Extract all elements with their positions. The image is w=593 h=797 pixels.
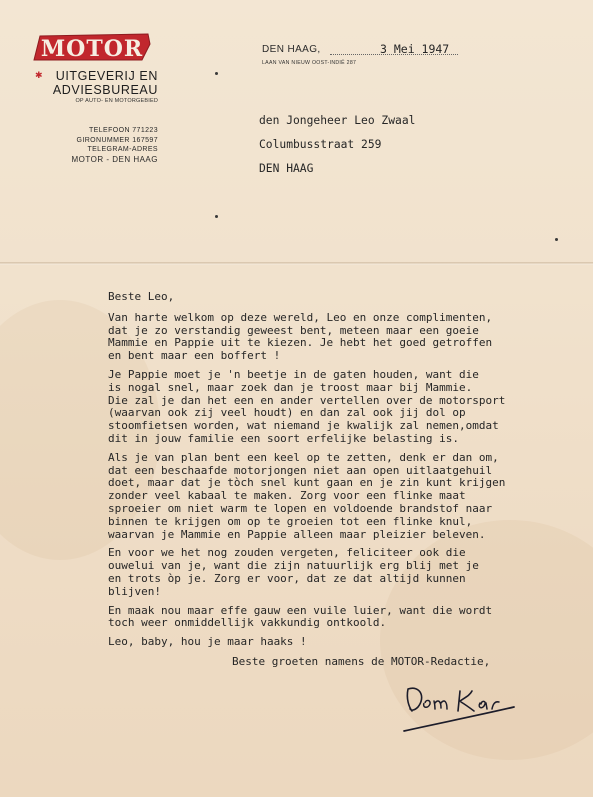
recipient-block bbox=[259, 109, 415, 181]
telephone: TELEFOON 771223 bbox=[88, 127, 158, 134]
text-line: en trots òp je. Zorg er voor, dat ze dat altijd kunnen bbox=[108, 571, 466, 585]
text-line: sproeier om niet warm te lopen en voldoende brandstof naar bbox=[108, 501, 493, 515]
text-line: dit in jouw familie een soort erfelijke belasting is. bbox=[108, 431, 459, 445]
star-icon: ✱ bbox=[35, 70, 43, 80]
text-line: Mammie en Pappie uit te kiezen. Je hebt het goed getroffen bbox=[108, 336, 493, 350]
office-address: LAAN VAN NIEUW OOST-INDIË 287 bbox=[262, 60, 357, 66]
logo-text: MOTOR bbox=[40, 36, 144, 62]
text-line: zonder veel kabaal te maken. Zorg voor een flinke maat bbox=[108, 489, 466, 503]
date-line bbox=[262, 44, 462, 58]
paragraph bbox=[108, 605, 578, 631]
text-line: dat je zo verstandig geweest bent, meteen maar een goeie bbox=[108, 323, 479, 337]
text-line: Leo, baby, hou je maar haaks ! bbox=[108, 635, 307, 649]
paragraph bbox=[108, 369, 578, 446]
contact-block bbox=[40, 126, 158, 164]
text-line: En voor we het nog zouden vergeten, feliciteer ook die bbox=[108, 546, 466, 560]
company-line-2: ADVIESBUREAU bbox=[52, 83, 158, 97]
text-line: en bent maar een boffert ! bbox=[108, 349, 281, 363]
text-line: ouwelui van je, want die zijn natuurlijk erg blij met je bbox=[108, 559, 479, 573]
text-line: stoomfietsen worden, wat niemand je kwalijk zal nemen,omdat bbox=[108, 419, 499, 433]
fold-mark bbox=[215, 215, 218, 218]
recipient-city: DEN HAAG bbox=[259, 162, 314, 175]
paragraph bbox=[108, 452, 578, 542]
company-subtitle: OP AUTO- EN MOTORGEBIED bbox=[75, 98, 158, 104]
text-line: waarvan je Mammie en Pappie alleen maar pleizier beleven. bbox=[108, 527, 486, 541]
recipient-name: den Jongeheer Leo Zwaal bbox=[259, 114, 416, 127]
closing-line: Beste groeten namens de MOTOR-Redactie, bbox=[232, 655, 491, 668]
telegram-address: MOTOR - DEN HAAG bbox=[71, 154, 158, 164]
letter-body bbox=[108, 291, 578, 655]
text-line: (waarvan ook zij veel houdt) en dan zal ook jij dol op bbox=[108, 406, 466, 420]
text-line: is nogal snel, maar zoek dan je troost maar bij Mammie. bbox=[108, 380, 473, 394]
paragraph bbox=[108, 636, 578, 649]
text-line: dat een beschaafde motorjongen niet aan open uitlaatgehuil bbox=[108, 463, 493, 477]
date-city: DEN HAAG, bbox=[262, 44, 321, 55]
paragraph bbox=[108, 312, 578, 363]
recipient-street: Columbusstraat 259 bbox=[259, 138, 382, 151]
fold-mark bbox=[555, 238, 558, 241]
text-line: Die zal je dan het een en ander vertellen over de motorsport bbox=[108, 393, 506, 407]
text-line: binnen te krijgen om op te groeien tot een flinke knul, bbox=[108, 514, 473, 528]
text-line: Als je van plan bent een keel op te zetten, denk er dan om, bbox=[108, 450, 499, 464]
salutation: Beste Leo, bbox=[108, 290, 175, 303]
text-line: blijven! bbox=[108, 584, 161, 598]
giro-number: GIRONUMMER 167597 bbox=[76, 136, 158, 144]
text-line: toch weer onmiddellijk vakkundig ontkoold. bbox=[108, 616, 387, 630]
text-line: Je Pappie moet je 'n beetje in de gaten houden, want die bbox=[108, 367, 479, 381]
telegram-label: TELEGRAM-ADRES bbox=[87, 146, 158, 153]
handwritten-signature bbox=[400, 675, 518, 735]
paper-fold bbox=[0, 262, 593, 265]
motor-logo bbox=[30, 30, 154, 66]
text-line: Van harte welkom op deze wereld, Leo en onze complimenten, bbox=[108, 310, 493, 324]
text-line: doet, maar dat je tòch snel kunt gaan en je zin kunt krijgen bbox=[108, 476, 506, 490]
company-line-1: UITGEVERIJ EN bbox=[55, 69, 158, 83]
company-name-block bbox=[38, 69, 158, 104]
typed-date: 3 Mei 1947 bbox=[380, 42, 450, 56]
fold-mark bbox=[215, 72, 218, 75]
text-line: En maak nou maar effe gauw een vuile luier, want die wordt bbox=[108, 603, 493, 617]
paragraph bbox=[108, 547, 578, 598]
